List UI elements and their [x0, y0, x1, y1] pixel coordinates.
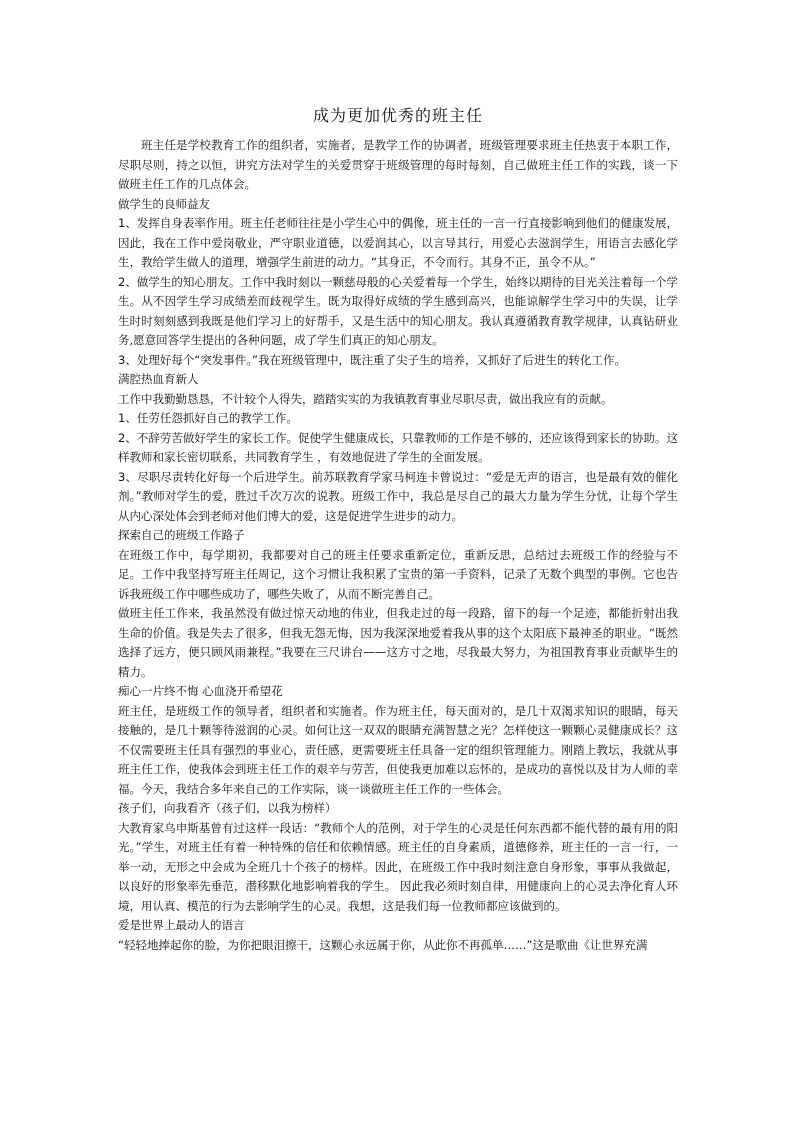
body-paragraph: 大教育家乌申斯基曾有过这样一段话：“教师个人的范例，对于学生的心灵是任何东西都不能代替的最有用的阳光。”学生，对班主任有着一种特殊的信任和依赖情感。班主任的自身素质，道德修养，班主任的一言一行，一举一动，无形之中会成为全班几十个孩子的榜样。因此，在班级工作中我时刻注意自身形象，事事从我做起，以良好的形象率先垂范，潜移默化地影响着我的学生。 因此我必须时刻自律，用健康向上的心灵去净化育人环境，用认真、模范的行为去影响学生的心灵。我想，这是我们每一位教师都应该做到的。: [118, 820, 678, 913]
body-paragraph: 做班主任工作来，我虽然没有做过惊天动地的伟业，但我走过的每一段路，留下的每一个足迹，都能折射出我生命的价值。我是失去了很多，但我无怨无悔，因为我深深地爱着我从事的这个太阳底下最神圣的职业。“既然选择了远方，便只顾风雨兼程。”我要在三尺讲台——这方寸之地，尽我最大努力，为祖国教育事业贡献毕生的精力。: [118, 606, 678, 679]
body-paragraph: 在班级工作中，每学期初，我都要对自己的班主任要求重新定位，重新反思，总结过去班级工作的经验与不足。工作中我坚持写班主任周记，这个习惯让我积累了宝贵的第一手资料，记录了无数个典型的事例。它也告诉我班级工作中哪些成功了，哪些失败了，从而不断完善自己。: [118, 547, 678, 601]
body-paragraph: 1、任劳任怨抓好自己的教学工作。: [118, 411, 298, 425]
body-paragraph: “轻轻地捧起你的脸，为你把眼泪擦干，这颗心永远属于你，从此你不再孤单……”这是歌曲《让世界充满: [118, 937, 648, 952]
body-paragraph: 2、做学生的知心朋友。工作中我时刻以一颗慈母般的心关爱着每一个学生，始终以期待的目光关注着每一个学生。从不因学生学习成绩差而歧视学生。既为取得好成绩的学生感到高兴，也能谅解学生学习中的失误，让学生时时刻刻感到我既是他们学习上的好帮手，又是生活中的知心朋友。我认真遵循教育教学规律，认真钻研业务,愿意回答学生提出的各种问题，成了学生们真正的知心朋友。: [118, 274, 678, 347]
body-paragraph: 3、处理好每个“突发事件。”我在班级管理中，既注重了尖子生的培养，又抓好了后进生的转化工作。: [118, 352, 626, 367]
intro-paragraph: 班主任是学校教育工作的组织者，实施者，是教学工作的协调者，班级管理要求班主任热衷于本职工作，尽职尽则，持之以恒，讲究方法对学生的关爱贯穿于班级管理的每时每刻，自己做班主任工作的实践，谈一下做班主任工作的几点体会。: [118, 138, 678, 191]
body-paragraph: 1、发挥自身表率作用。班主任老师往往是小学生心中的偶像，班主任的一言一行直接影响到他们的健康发展，因此，我在工作中爱岗敬业，严守职业道德，以爱润其心，以言导其行，用爱心去滋润学生，用语言去感化学生，教给学生做人的道理，增强学生前进的动力。“其身正，不令而行。其身不正，虽令不从。”: [118, 216, 678, 269]
body-paragraph: 3、尽职尽责转化好每一个后进学生。前苏联教育学家马柯连卡曾说过：“爱是无声的语言，也是最有效的催化剂。”教师对学生的爱，胜过千次万次的说教。班级工作中，我总是尽自己的最大力量为学生分忧，让每个学生从内心深处体会到老师对他们博大的爱，这是促进学生进步的动力。: [118, 469, 678, 523]
document-title: 成为更加优秀的班主任: [312, 106, 483, 125]
body-paragraph: 班主任，是班级工作的领导者，组织者和实施者。作为班主任，每天面对的，是几十双渴求知识的眼睛，每天接触的，是几十颗等待滋润的心灵。如何让这一双双的眼睛充满智慧之光？怎样使这一颗颗心灵健康成长？这不仅需要班主任具有强烈的事业心，责任感，更需要班主任具备一定的组织管理能力。刚踏上教坛，我就从事班主任工作，使我体会到班主任工作的艰辛与劳苦，但使我更加难以忘怀的，是成功的喜悦以及甘为人师的幸福。今天，我结合多年来自己的工作实际，谈一谈做班主任工作的一些体会。: [118, 703, 678, 796]
body-paragraph: 2、不辞劳苦做好学生的家长工作。促使学生健康成长，只靠教师的工作是不够的，还应该得到家长的协助。这样教师和家长密切联系，共同教育学生 ，有效地促进了学生的全面发展。: [118, 430, 678, 464]
section-heading: 爱是世界上最动人的语言: [118, 918, 245, 932]
section-heading: 探索自己的班级工作路子: [118, 528, 245, 542]
section-heading: 痴心一片终不悔 心血浇开希望花: [118, 684, 283, 698]
body-paragraph: 工作中我勤勤恳恳，不计较个人得失，踏踏实实的为我镇教育事业尽职尽责，做出我应有的贡献。: [118, 391, 613, 406]
section-heading: 做学生的良师益友: [118, 196, 210, 211]
document-page: [118, 104, 678, 955]
section-heading: 满腔热血育新人: [118, 372, 199, 386]
section-heading: 孩子们，向我看齐（孩子们，以我为榜样）: [118, 801, 337, 815]
